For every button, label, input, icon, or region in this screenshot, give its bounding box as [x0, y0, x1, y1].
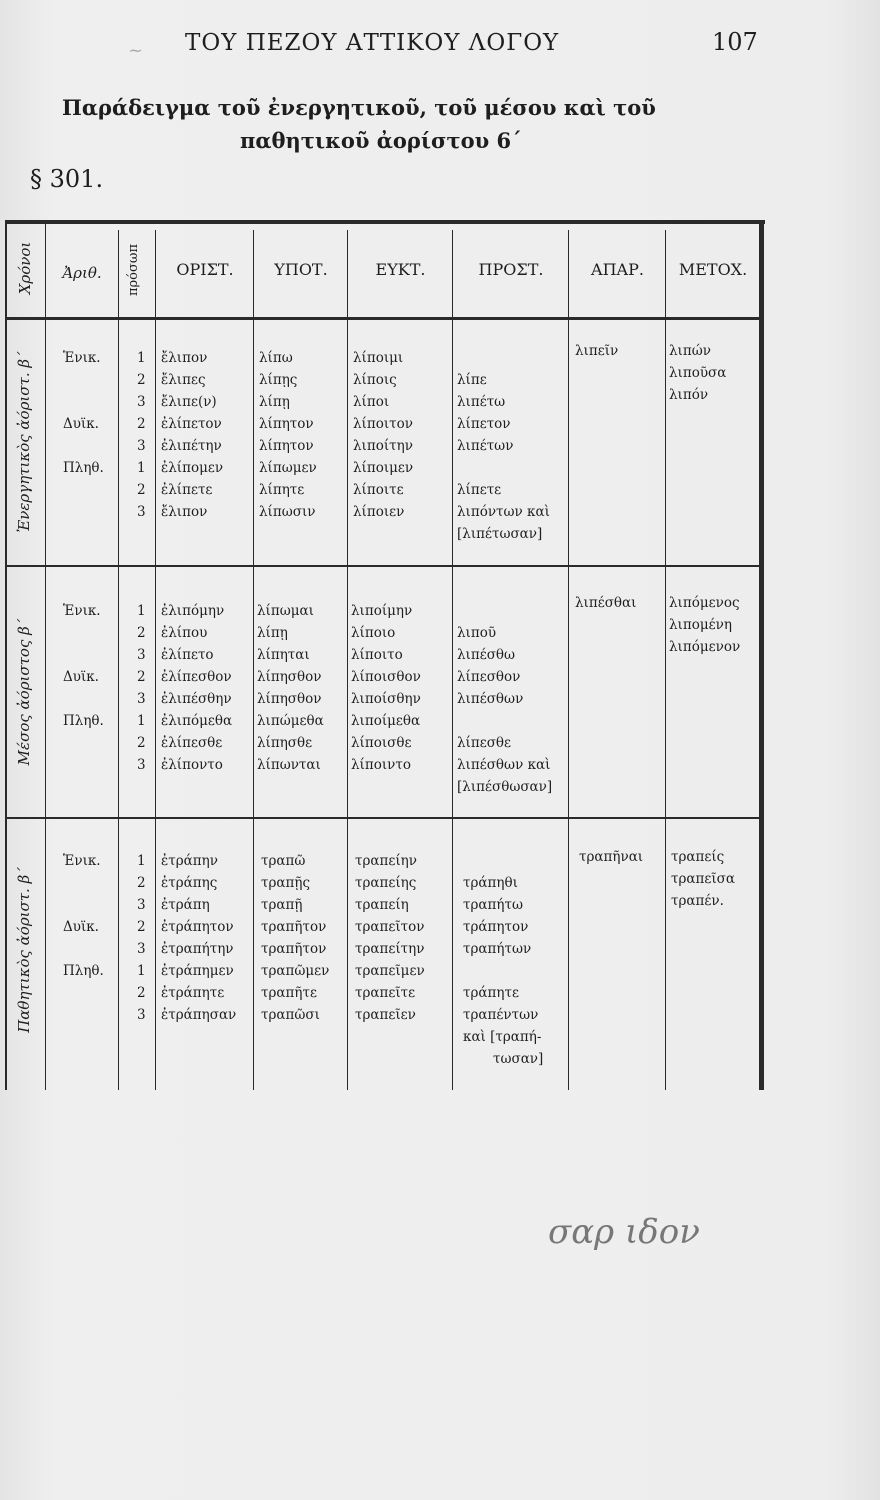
person-column: 1 2 3 2 3 1 2 3 — [137, 603, 146, 773]
indicative-column: ἐτράπην ἐτράπης ἐτράπη ἐτράπητον ἐτραπήτην ἐτράπημεν ἐτράπητε ἐτράπησαν — [161, 853, 237, 1023]
number-label: Δυϊκ. — [63, 919, 99, 935]
header-participle: ΜΕΤΟΧ. — [678, 260, 748, 279]
section-number: § 301. — [30, 165, 104, 193]
participle-column: τραπείς τραπεῖσα τραπέν. — [671, 849, 736, 909]
indicative-column: ἔλιπον ἔλιπες ἔλιπε(ν) ἐλίπετον ἐλιπέτην ἐλίπομεν ἐλίπετε ἔλιπον — [161, 350, 224, 520]
header-indicative: ΟΡΙΣΤ. — [176, 260, 234, 279]
imperative-column: λίπε λιπέτω λίπετον λιπέτων λίπετε λιπόντων καὶ [λιπέτωσαν] — [457, 372, 550, 542]
number-label: Πληθ. — [63, 460, 104, 476]
header-infinitive: ΑΠΑΡ. — [591, 260, 644, 279]
number-label: Ἑνικ. — [63, 603, 101, 619]
title-line-2: παθητικοῦ ἀορίστου 6΄ — [240, 128, 522, 153]
number-label: Πληθ. — [63, 713, 104, 729]
imperative-column: λιποῦ λιπέσθω λίπεσθον λιπέσθων λίπεσθε λιπέσθων καὶ [λιπέσθωσαν] — [457, 625, 553, 795]
header-number: Ἀριθ. — [62, 264, 102, 282]
number-label: Πληθ. — [63, 963, 104, 979]
running-title: ΤΟΥ ΠΕΖΟΥ ΑΤΤΙΚΟΥ ΛΟΓΟΥ — [185, 30, 560, 56]
tense-label-middle: Μέσος ἀόριστος β΄ — [15, 618, 33, 766]
table-left-border — [5, 220, 7, 1090]
infinitive-cell: λιπεῖν — [575, 343, 619, 359]
subjunctive-column: λίπωμαι λίπῃ λίπηται λίπησθον λίπησθον λιπώμεθα λίπησθε λίπωνται — [257, 603, 324, 773]
table-right-border — [759, 220, 764, 1090]
conjugation-table — [5, 220, 770, 1090]
imperative-column: τράπηθι τραπήτω τράπητον τραπήτων τράπητε τραπέντων καὶ [τραπή- τωσαν] — [463, 875, 544, 1067]
participle-column: λιπόμενος λιπομένη λιπόμενον — [669, 595, 741, 655]
participle-column: λιπών λιποῦσα λιπόν — [669, 343, 727, 403]
optative-column: λιποίμην λίποιο λίποιτο λίποισθον λιποίσθην λιποίμεθα λίποισθε λίποιντο — [351, 603, 421, 773]
number-label: Δυϊκ. — [63, 669, 99, 685]
tense-label-active: Ἐνεργητικὸς ἀόριστ. β΄ — [15, 351, 33, 533]
table-top-border — [5, 220, 765, 224]
page-number: 107 — [712, 28, 758, 56]
header-subjunctive: ΥΠΟΤ. — [274, 260, 328, 279]
infinitive-cell: τραπῆναι — [579, 849, 644, 865]
number-label: Ἑνικ. — [63, 853, 101, 869]
optative-column: λίποιμι λίποις λίποι λίποιτον λιποίτην λίποιμεν λίποιτε λίποιεν — [353, 350, 414, 520]
number-label: Ἑνικ. — [63, 350, 101, 366]
optative-column: τραπείην τραπείης τραπείη τραπεῖτον τραπείτην τραπεῖμεν τραπεῖτε τραπεῖεν — [355, 853, 425, 1023]
header-optative: ΕΥΚΤ. — [375, 260, 426, 279]
header-person: πρόσωπ — [126, 243, 141, 297]
header-imperative: ΠΡΟΣΤ. — [478, 260, 544, 279]
subjunctive-column: τραπῶ τραπῇς τραπῇ τραπῆτον τραπῆτον τραπῶμεν τραπῆτε τραπῶσι — [261, 853, 330, 1023]
tense-label-passive: Παθητικὸς ἀόριστ. β΄ — [15, 867, 33, 1033]
title-line-1: Παράδειγμα τοῦ ἐνεργητικοῦ, τοῦ μέσου καὶ τοῦ — [62, 95, 656, 120]
handwritten-signature: σαρ ιδον — [548, 1212, 700, 1252]
subjunctive-column: λίπω λίπῃς λίπῃ λίπητον λίπητον λίπωμεν λίπητε λίπωσιν — [259, 350, 317, 520]
header-tense: Χρόνοι — [16, 241, 34, 295]
infinitive-cell: λιπέσθαι — [575, 595, 637, 611]
person-column: 1 2 3 2 3 1 2 3 — [137, 350, 146, 520]
number-label: Δυϊκ. — [63, 416, 99, 432]
ink-mark-icon: ~ — [128, 40, 144, 61]
indicative-column: ἐλιπόμην ἐλίπου ἐλίπετο ἐλίπεσθον ἐλιπέσθην ἐλιπόμεθα ἐλίπεσθε ἐλίποντο — [161, 603, 233, 773]
person-column: 1 2 3 2 3 1 2 3 — [137, 853, 146, 1023]
